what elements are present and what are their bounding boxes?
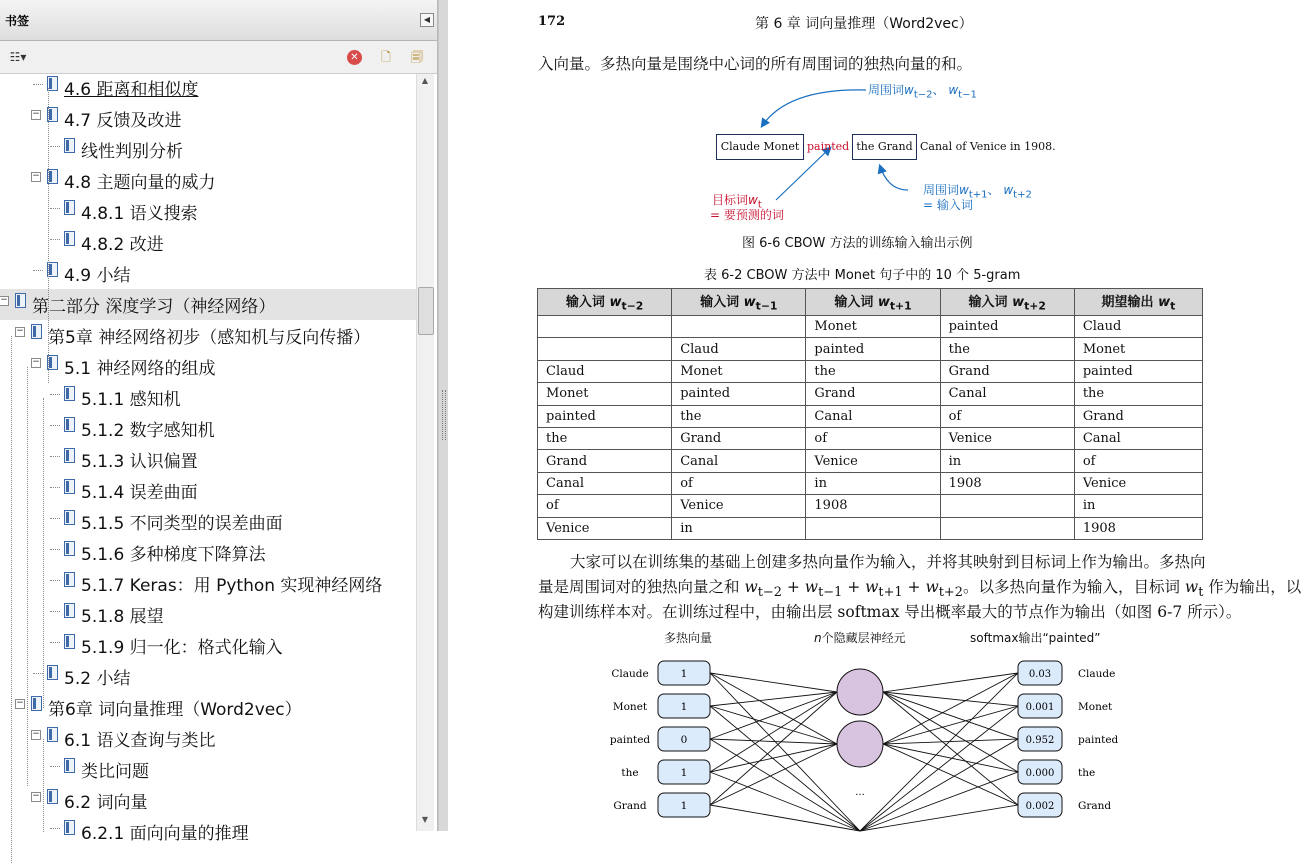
input-value: 1 [680,800,688,812]
bookmark-icon [47,665,58,680]
tree-guide [11,336,12,863]
collapse-toggle-icon[interactable]: − [32,109,40,119]
hidden-neuron [837,669,883,715]
table-cell: of [806,427,940,449]
scroll-up-icon[interactable]: ▲ [421,76,429,85]
bookmark-icon [47,789,58,804]
bookmark-item[interactable] [0,785,416,816]
bookmark-label: 6.1 语义查询与类比 [64,731,216,751]
neuron-ellipsis: ... [855,787,865,798]
table-cell: Claud [1074,316,1202,338]
bookmark-item[interactable] [0,661,416,692]
collapse-toggle-icon[interactable]: − [32,357,40,367]
table-cell: Monet [806,316,940,338]
input-value: 1 [680,767,688,779]
bookmark-label: 5.1.3 认识偏置 [81,452,198,472]
table-cell [940,517,1074,539]
bookmarks-header [0,0,437,41]
table-row [538,338,1203,360]
table-cell: Venice [806,450,940,472]
bookmark-label: 5.1.8 展望 [81,607,164,627]
collapse-toggle-icon[interactable]: − [16,326,24,336]
bookmark-icon [64,634,75,649]
table-cell: the [1074,383,1202,405]
bookmark-icon [64,386,75,401]
table-cell: Venice [672,495,806,517]
connection-line [710,805,860,831]
bookmark-label: 4.9 小结 [64,266,131,286]
bookmark-item[interactable] [0,196,416,227]
table-cell [672,316,806,338]
table-cell: Canal [538,472,672,494]
box-the-grand: the Grand [852,134,917,160]
table-cell: Canal [672,450,806,472]
output-word: painted [1078,734,1119,746]
table-cell: painted [940,316,1074,338]
bookmark-label: 5.1.5 不同类型的误差曲面 [81,514,283,534]
arrow-surround-top [762,90,866,126]
connection-line [710,772,860,831]
connection-line [883,673,1018,692]
bookmark-icon [64,479,75,494]
bookmark-label: 第二部分 深度学习（神经网络） [32,297,276,317]
bookmark-item[interactable] [0,351,416,382]
surround-label-bottom: 周围词$w_{t+1}$、 $w_{t+2}$ [923,183,1032,201]
bookmark-icon [31,324,42,339]
table-row [538,472,1203,494]
paragraph-line-3: 构建训练样本对。在训练过程中，由输出层 softmax 导出概率最大的节点作为输出（如图 6-7 所示）。 [538,603,1242,621]
output-value: 0.03 [1028,669,1052,680]
table-cell: Grand [672,427,806,449]
table-header-cell: 输入词 $w_{t+2}$ [940,289,1074,316]
bookmark-item[interactable] [0,692,416,723]
scroll-thumb[interactable] [418,287,434,335]
table-row [538,383,1203,405]
bookmark-item[interactable] [0,723,416,754]
bookmark-icon [64,758,75,773]
table-row [538,495,1203,517]
bookmark-label: 5.1.2 数字感知机 [81,421,215,441]
bookmark-item[interactable] [0,227,416,258]
table-cell: the [672,405,806,427]
tree-connector [50,580,60,581]
table-row [538,316,1203,338]
arrow-surround-bottom [880,166,908,190]
table-cell: painted [1074,360,1202,382]
chapter-header: 第 6 章 词向量推理（Word2vec） [755,16,973,32]
bookmark-item[interactable] [0,506,416,537]
tree-connector [50,642,60,643]
table-row [538,360,1203,382]
scroll-down-icon[interactable]: ▼ [421,815,429,824]
bookmark-label: 4.6 距离和相似度 [64,80,199,100]
bookmark-item[interactable] [0,475,416,506]
collapse-toggle-icon[interactable]: − [0,295,8,305]
bookmark-icon [64,231,75,246]
bookmark-icon [64,138,75,153]
connection-line [860,772,1018,831]
bookmark-label: 类比问题 [81,762,149,782]
expand-bookmark-icon[interactable]: 🗐 [411,50,423,64]
input-value: 1 [680,701,688,713]
table-cell: Monet [538,383,672,405]
target-word: painted [807,140,850,153]
tree-connector [50,456,60,457]
table-cell: of [1074,450,1202,472]
delete-bookmark-icon[interactable]: ✕ [347,50,362,65]
bookmark-label: 5.2 小结 [64,669,131,689]
tree-connector [50,239,60,240]
connection-line [883,744,1018,805]
bookmark-label: 线性判别分析 [81,142,183,162]
intro-line: 入向量。多热向量是围绕中心词的所有周围词的独热向量的和。 [538,55,973,73]
bookmarks-title: 书签 [5,14,30,28]
bookmark-tree [0,74,416,844]
table-cell: of [538,495,672,517]
output-value: 0.002 [1025,801,1055,812]
table-cell: Canal [940,383,1074,405]
paragraph-line-2: 量是周围词对的独热向量之和 $w_{t-2} + w_{t-1} + w_{t+1} + w_{t+2}$。以多热向量作为输入，目标词 $w_t$ 作为输出，以 [538,578,1301,601]
cbow-table [537,288,1203,540]
bookmark-item[interactable] [0,320,416,351]
bookmark-label: 第6章 词向量推理（Word2vec） [48,700,302,720]
table-cell: Claud [538,360,672,382]
bookmarks-scrollbar[interactable] [416,74,434,831]
table-cell [940,495,1074,517]
output-value: 0.952 [1025,735,1055,746]
input-label: = 输入词 [923,198,973,212]
input-word: Claude [611,668,649,680]
bookmark-icon [64,200,75,215]
collapse-panel-icon[interactable]: ◀ [420,13,434,27]
bookmark-label: 4.8.2 改进 [81,235,164,255]
output-word: Monet [1078,701,1113,713]
page-number: 172 [538,14,566,29]
table-header-cell: 输入词 $w_{t-1}$ [672,289,806,316]
bookmark-icon [64,417,75,432]
connection-line [860,805,1018,831]
bookmark-icon [47,727,58,742]
bookmark-label: 5.1.9 归一化：格式化输入 [81,638,283,658]
sentence-tail: Canal of Venice in 1908. [920,140,1056,153]
table-header-cell: 期望输出 $w_t$ [1074,289,1202,316]
bookmark-item[interactable] [0,258,416,289]
bookmark-item[interactable] [0,630,416,661]
tree-connector [33,270,43,271]
bookmark-item[interactable] [0,72,416,103]
collapse-toggle-icon[interactable]: − [32,171,40,181]
input-word: the [621,767,639,779]
hidden-neuron [837,721,883,767]
input-value: 0 [680,734,688,746]
table-row [538,517,1203,539]
neural-network-diagram [609,620,1138,831]
table-cell: the [806,360,940,382]
bookmark-item[interactable] [0,103,416,134]
bookmark-icon [64,448,75,463]
table-cell [806,517,940,539]
bookmark-label: 5.1.7 Keras：用 Python 实现神经网络 [81,576,383,596]
table-cell: Grand [1074,405,1202,427]
tree-connector [50,146,60,147]
bookmark-label: 4.8 主题向量的威力 [64,173,216,193]
bookmark-label: 4.7 反馈及改进 [64,111,182,131]
table-cell: Venice [940,427,1074,449]
bookmark-icon [64,603,75,618]
tree-connector [50,518,60,519]
bookmark-item[interactable] [0,816,416,847]
input-value: 1 [680,668,688,680]
table-cell: painted [806,338,940,360]
output-value: 0.000 [1025,768,1055,779]
table-header-cell: 输入词 $w_{t-2}$ [538,289,672,316]
new-bookmark-icon[interactable]: 🗋 [381,50,391,64]
bookmark-item[interactable] [0,165,416,196]
table-cell: Claud [672,338,806,360]
table-cell: Monet [672,360,806,382]
tree-connector [33,84,43,85]
bookmark-item[interactable] [0,537,416,568]
bookmark-icon [64,572,75,587]
multi-hot-label: 多热向量 [664,631,713,645]
output-word: Grand [1078,800,1112,812]
bookmark-label: 5.1.4 误差曲面 [81,483,198,503]
input-word: Grand [613,800,647,812]
bookmark-item[interactable] [0,568,416,599]
table-cell: 1908 [1074,517,1202,539]
tree-connector [50,425,60,426]
table-row [538,405,1203,427]
bookmark-label: 6.2 词向量 [64,793,148,813]
table-cell: Monet [1074,338,1202,360]
connection-line [883,706,1018,744]
bookmark-item[interactable] [0,599,416,630]
output-word: Claude [1078,668,1116,680]
bookmark-label: 4.8.1 语义搜索 [81,204,198,224]
table-cell: in [940,450,1074,472]
bookmarks-toolbar [0,41,437,74]
bookmark-item[interactable] [0,382,416,413]
table-header-row [538,289,1203,316]
table-cell: Grand [940,360,1074,382]
table-header-cell: 输入词 $w_{t+1}$ [806,289,940,316]
bookmark-item[interactable] [0,134,416,165]
bookmark-item[interactable] [0,289,416,320]
table-row [538,427,1203,449]
options-menu-icon[interactable]: ☷▾ [9,50,27,64]
document-page [448,0,1301,831]
table-cell: the [538,427,672,449]
input-word: painted [609,734,651,746]
table-cell: Canal [806,405,940,427]
bookmark-label: 6.2.1 面向向量的推理 [81,824,249,844]
table-cell [538,316,672,338]
table-cell: 1908 [806,495,940,517]
tree-guide [43,398,44,708]
bookmark-label: 第5章 神经网络初步（感知机与反向传播） [48,328,371,348]
collapse-toggle-icon[interactable]: − [32,729,40,739]
bookmark-icon [64,820,75,835]
target-label-sub: = 要预测的词 [710,208,784,222]
target-label: 目标词$w_t$ [712,193,762,211]
table-6-2-caption: 表 6-2 CBOW 方法中 Monet 句子中的 10 个 5-gram [704,268,1021,283]
tree-connector [50,394,60,395]
softmax-label: softmax输出“painted” [970,631,1101,645]
splitter-grip-icon [442,390,446,440]
bookmark-icon [15,293,26,308]
connection-line [860,673,1018,831]
tree-guide [43,739,44,832]
paragraph-line-1: 大家可以在训练集的基础上创建多热向量作为输入，并将其映射到目标词上作为输出。多热向 [570,553,1206,571]
table-cell: Grand [806,383,940,405]
table-cell: painted [672,383,806,405]
bookmark-icon [64,541,75,556]
tree-guide [48,88,49,383]
table-cell: of [672,472,806,494]
bookmark-label: 5.1 神经网络的组成 [64,359,216,379]
table-cell: in [806,472,940,494]
bookmark-icon [31,696,42,711]
table-cell: of [940,405,1074,427]
bookmark-label: 5.1.1 感知机 [81,390,181,410]
output-word: the [1078,767,1096,779]
tree-connector [50,828,60,829]
connection-line [883,739,1018,744]
hidden-layer-label: n个隐藏层神经元 [814,631,906,645]
tree-connector [33,673,43,674]
tree-connector [50,549,60,550]
bookmark-label: 5.1.6 多种梯度下降算法 [81,545,266,565]
table-cell: in [1074,495,1202,517]
table-cell: Canal [1074,427,1202,449]
collapse-toggle-icon[interactable]: − [32,791,40,801]
table-row [538,450,1203,472]
table-cell: in [672,517,806,539]
bookmarks-panel [0,0,438,844]
table-cell: Venice [538,517,672,539]
bookmark-item[interactable] [0,754,416,785]
table-cell: 1908 [940,472,1074,494]
table-cell: Venice [1074,472,1202,494]
box-claude-monet: Claude Monet [716,134,804,160]
bookmark-icon [64,510,75,525]
connection-line [710,706,837,744]
table-cell [538,338,672,360]
figure-6-6-caption: 图 6-6 CBOW 方法的训练输入输出示例 [742,236,973,251]
table-cell: painted [538,405,672,427]
connection-line [710,673,837,692]
tree-connector [50,766,60,767]
table-cell: the [940,338,1074,360]
tree-connector [50,487,60,488]
table-cell: Grand [538,450,672,472]
collapse-toggle-icon[interactable]: − [16,698,24,708]
surround-label-top: 周围词$w_{t-2}$、 $w_{t-1}$ [868,83,977,101]
tree-connector [50,208,60,209]
input-word: Monet [612,701,648,713]
tree-connector [50,611,60,612]
output-value: 0.001 [1025,702,1055,713]
bookmark-item[interactable] [0,413,416,444]
tree-guide [27,367,28,786]
bookmark-item[interactable] [0,444,416,475]
